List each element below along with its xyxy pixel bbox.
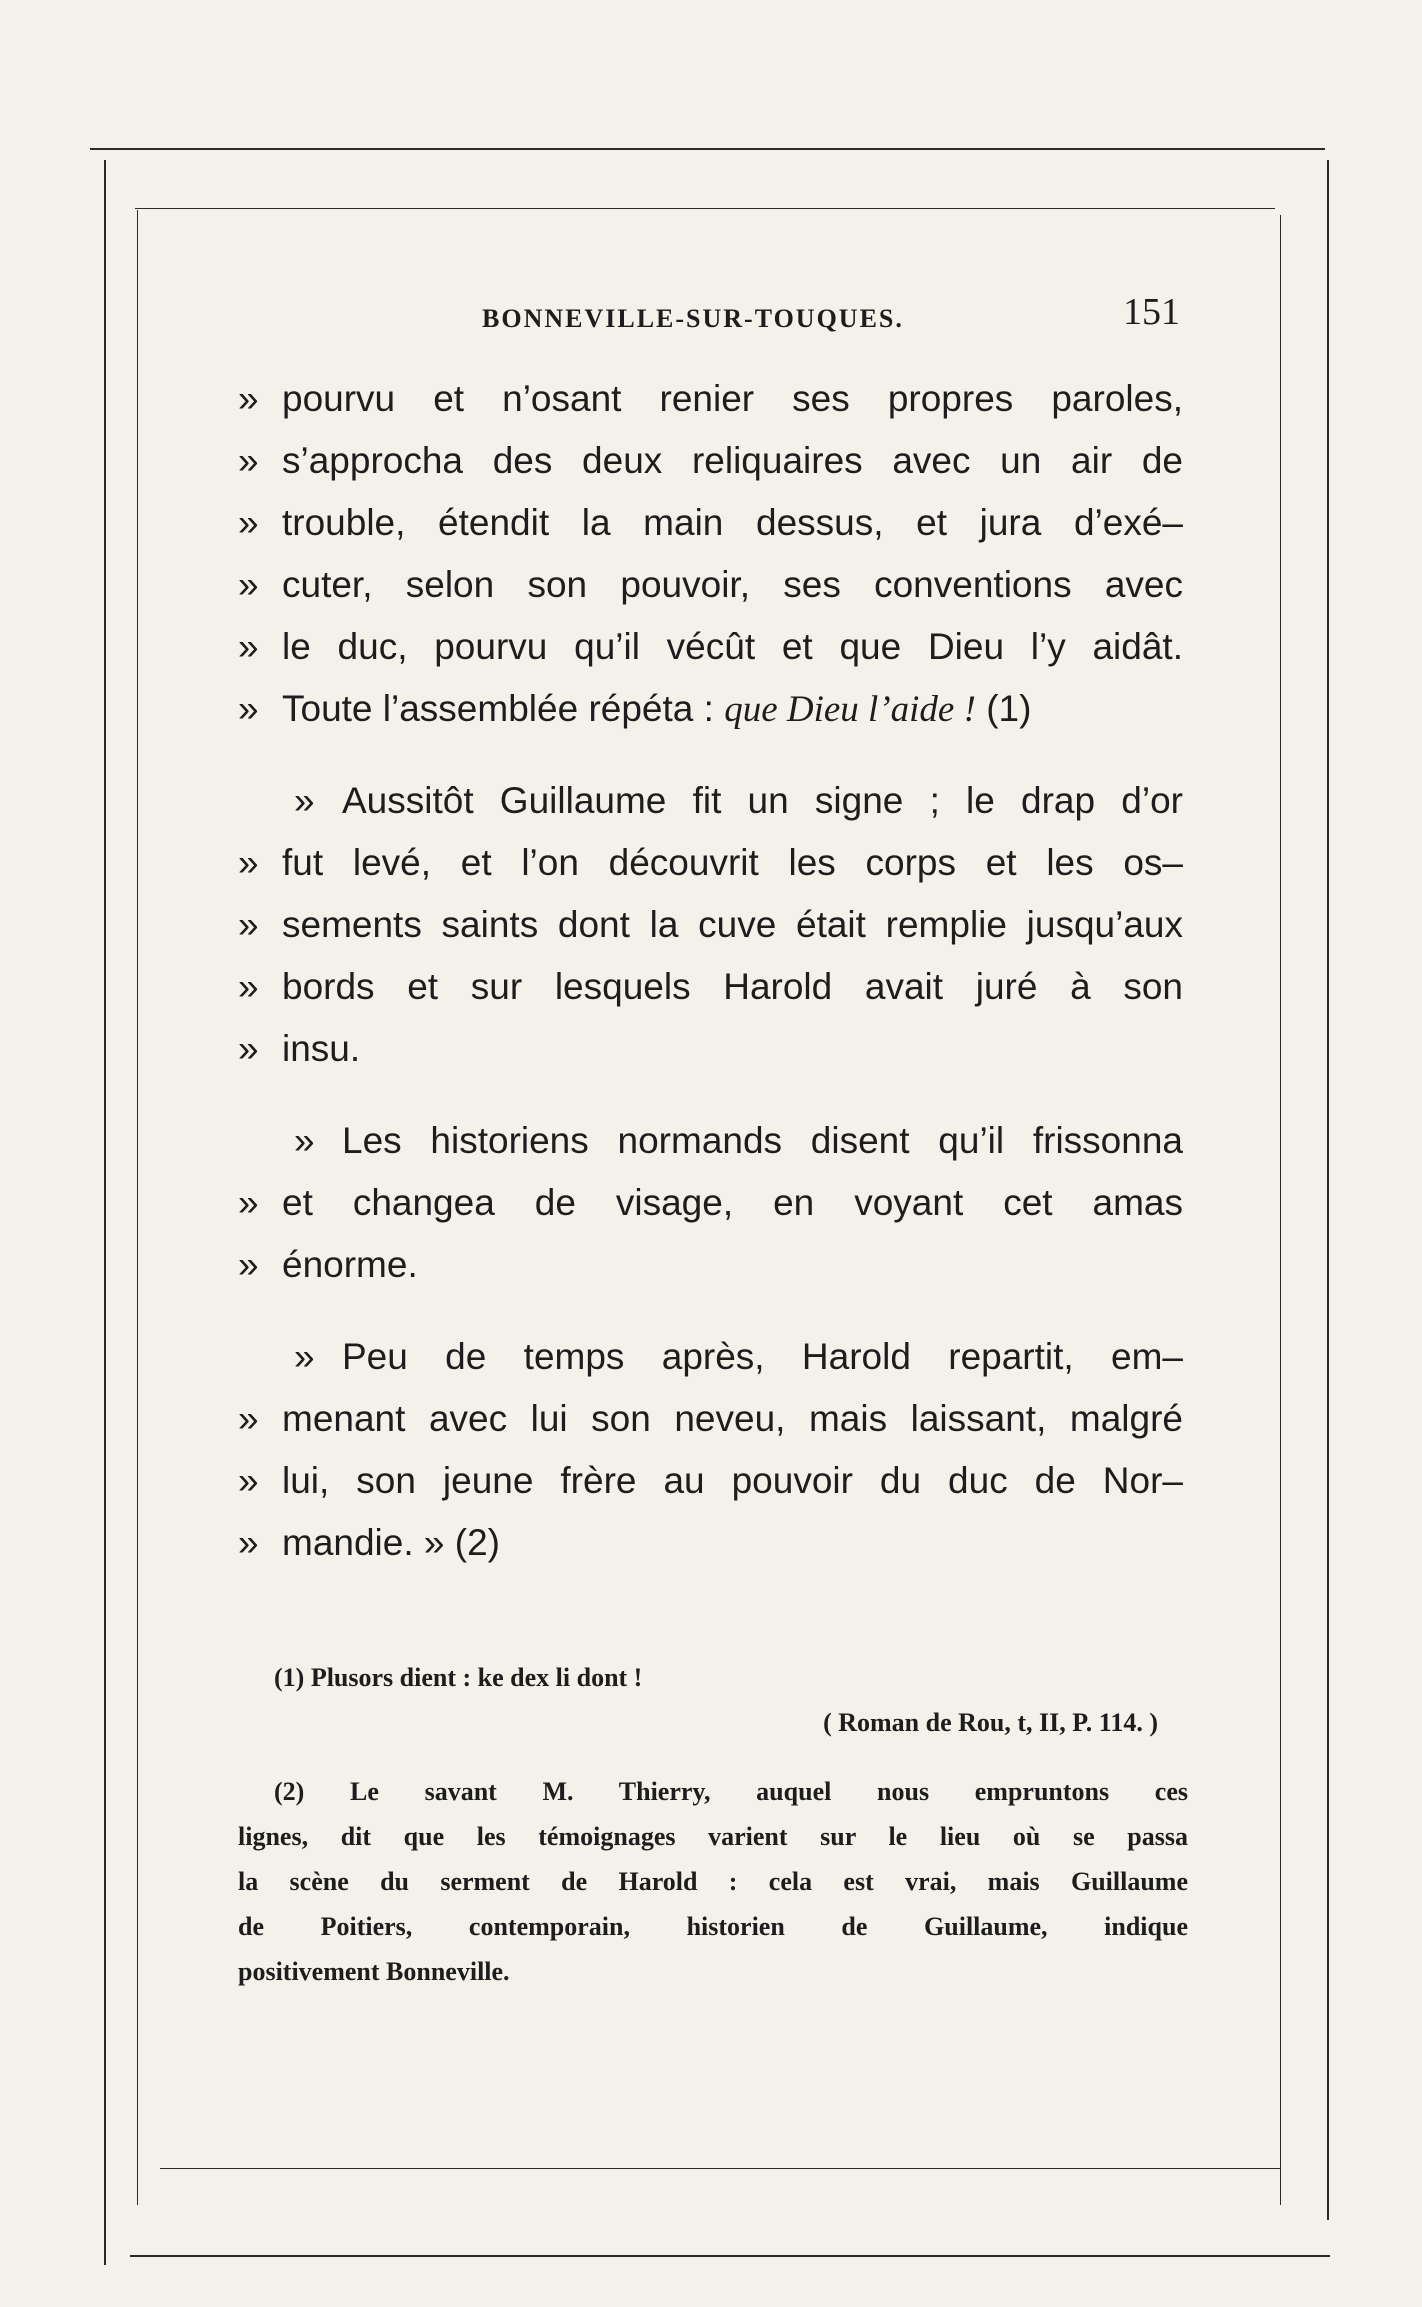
- text-line: [238, 956, 1183, 1018]
- line-text: lui, son jeune frère au pouvoir du duc de Nor–: [282, 1460, 1183, 1501]
- line-text: fut levé, et l’on découvrit les corps et les os–: [282, 842, 1183, 883]
- guillemet: »: [294, 1336, 315, 1377]
- guillemet: »: [238, 1460, 259, 1501]
- line-text: bords et sur lesquels Harold avait juré à son: [282, 966, 1183, 1007]
- text-line: [238, 894, 1183, 956]
- paragraph: [238, 368, 1183, 740]
- line-text: et changea de visage, en voyant cet amas: [282, 1182, 1183, 1223]
- frame-top-outer: [90, 148, 1325, 150]
- text-line: [238, 492, 1183, 554]
- guillemet: »: [238, 1398, 259, 1439]
- footnote-1-citation: ( Roman de Rou, t, II, P. 114. ): [823, 1708, 1158, 1737]
- text-line: [238, 1172, 1183, 1234]
- line-text: sements saints dont la cuve était remplie jusqu’aux: [282, 904, 1183, 945]
- line-text: s’approcha des deux reliquaires avec un air de: [282, 440, 1183, 481]
- guillemet: »: [294, 780, 315, 821]
- line-text: pourvu et n’osant renier ses propres paroles,: [282, 378, 1183, 419]
- footnotes: [238, 1655, 1188, 1994]
- page-header: [260, 290, 1180, 350]
- paragraph: [238, 1110, 1183, 1296]
- text-line: [238, 1018, 1183, 1080]
- footnote-2-line: (2) Le savant M. Thierry, auquel nous empruntons ces: [274, 1777, 1188, 1806]
- line-text: insu.: [282, 1028, 361, 1069]
- guillemet: »: [238, 688, 259, 729]
- line-text: Peu de temps après, Harold repartit, em–: [342, 1336, 1183, 1377]
- guillemet: »: [238, 440, 259, 481]
- body-text: [238, 368, 1183, 1574]
- footnote-ref: (1): [986, 688, 1032, 729]
- guillemet: »: [238, 966, 259, 1007]
- guillemet: »: [238, 1182, 259, 1223]
- text-line: [238, 1326, 1183, 1388]
- guillemet: »: [238, 626, 259, 667]
- paragraph: [238, 1326, 1183, 1574]
- footnote-2-line: la scène du serment de Harold : cela est vrai, mais Guillaume: [238, 1867, 1188, 1896]
- guillemet: »: [238, 1244, 259, 1285]
- frame-left-inner: [137, 210, 138, 2205]
- text-line: [238, 616, 1183, 678]
- text-line: [238, 1388, 1183, 1450]
- line-text-main: Toute l’assemblée répéta :: [282, 688, 714, 729]
- guillemet: »: [238, 1522, 259, 1563]
- line-text: menant avec lui son neveu, mais laissant, malgré: [282, 1398, 1183, 1439]
- guillemet: »: [238, 904, 259, 945]
- text-line: [238, 554, 1183, 616]
- text-line: [238, 1512, 1183, 1574]
- line-text: cuter, selon son pouvoir, ses conventions avec: [282, 564, 1183, 605]
- running-head: BONNEVILLE-SUR-TOUQUES.: [482, 304, 904, 333]
- footnote-2-line: lignes, dit que les témoignages varient sur le lieu où se passa: [238, 1822, 1188, 1851]
- line-text: Les historiens normands disent qu’il frissonna: [342, 1120, 1183, 1161]
- guillemet: »: [238, 378, 259, 419]
- text-line: [238, 678, 1183, 740]
- text-line: [238, 368, 1183, 430]
- frame-right-outer: [1327, 160, 1329, 2220]
- line-text: Aussitôt Guillaume fit un signe ; le drap d’or: [342, 780, 1183, 821]
- guillemet: »: [238, 564, 259, 605]
- guillemet: »: [238, 842, 259, 883]
- text-line: [238, 832, 1183, 894]
- frame-top-inner: [135, 208, 1275, 209]
- guillemet: »: [238, 1028, 259, 1069]
- text-line: [238, 1450, 1183, 1512]
- paragraph: [238, 770, 1183, 1080]
- italic-quote: que Dieu l’aide !: [724, 689, 976, 730]
- footnote-2-line: positivement Bonneville.: [238, 1957, 510, 1986]
- frame-left-outer: [104, 160, 106, 2265]
- guillemet: »: [294, 1120, 315, 1161]
- frame-right-inner: [1280, 215, 1281, 2205]
- line-text: [282, 678, 1183, 741]
- text-line: [238, 770, 1183, 832]
- text-line: [238, 1110, 1183, 1172]
- text-line: [238, 430, 1183, 492]
- line-text: trouble, étendit la main dessus, et jura d’exé–: [282, 502, 1183, 543]
- page-number: 151: [1123, 291, 1180, 333]
- frame-bottom-inner: [160, 2168, 1280, 2169]
- text-line: [238, 1234, 1183, 1296]
- line-text: énorme.: [282, 1244, 418, 1285]
- line-text: le duc, pourvu qu’il vécût et que Dieu l’y aidât.: [282, 626, 1183, 667]
- guillemet: »: [238, 502, 259, 543]
- footnote-1: (1) Plusors dient : ke dex li dont !: [274, 1663, 643, 1692]
- line-text: mandie. » (2): [282, 1522, 500, 1563]
- footnote-2-line: de Poitiers, contemporain, historien de Guillaume, indique: [238, 1912, 1188, 1941]
- frame-bottom-outer: [130, 2255, 1330, 2257]
